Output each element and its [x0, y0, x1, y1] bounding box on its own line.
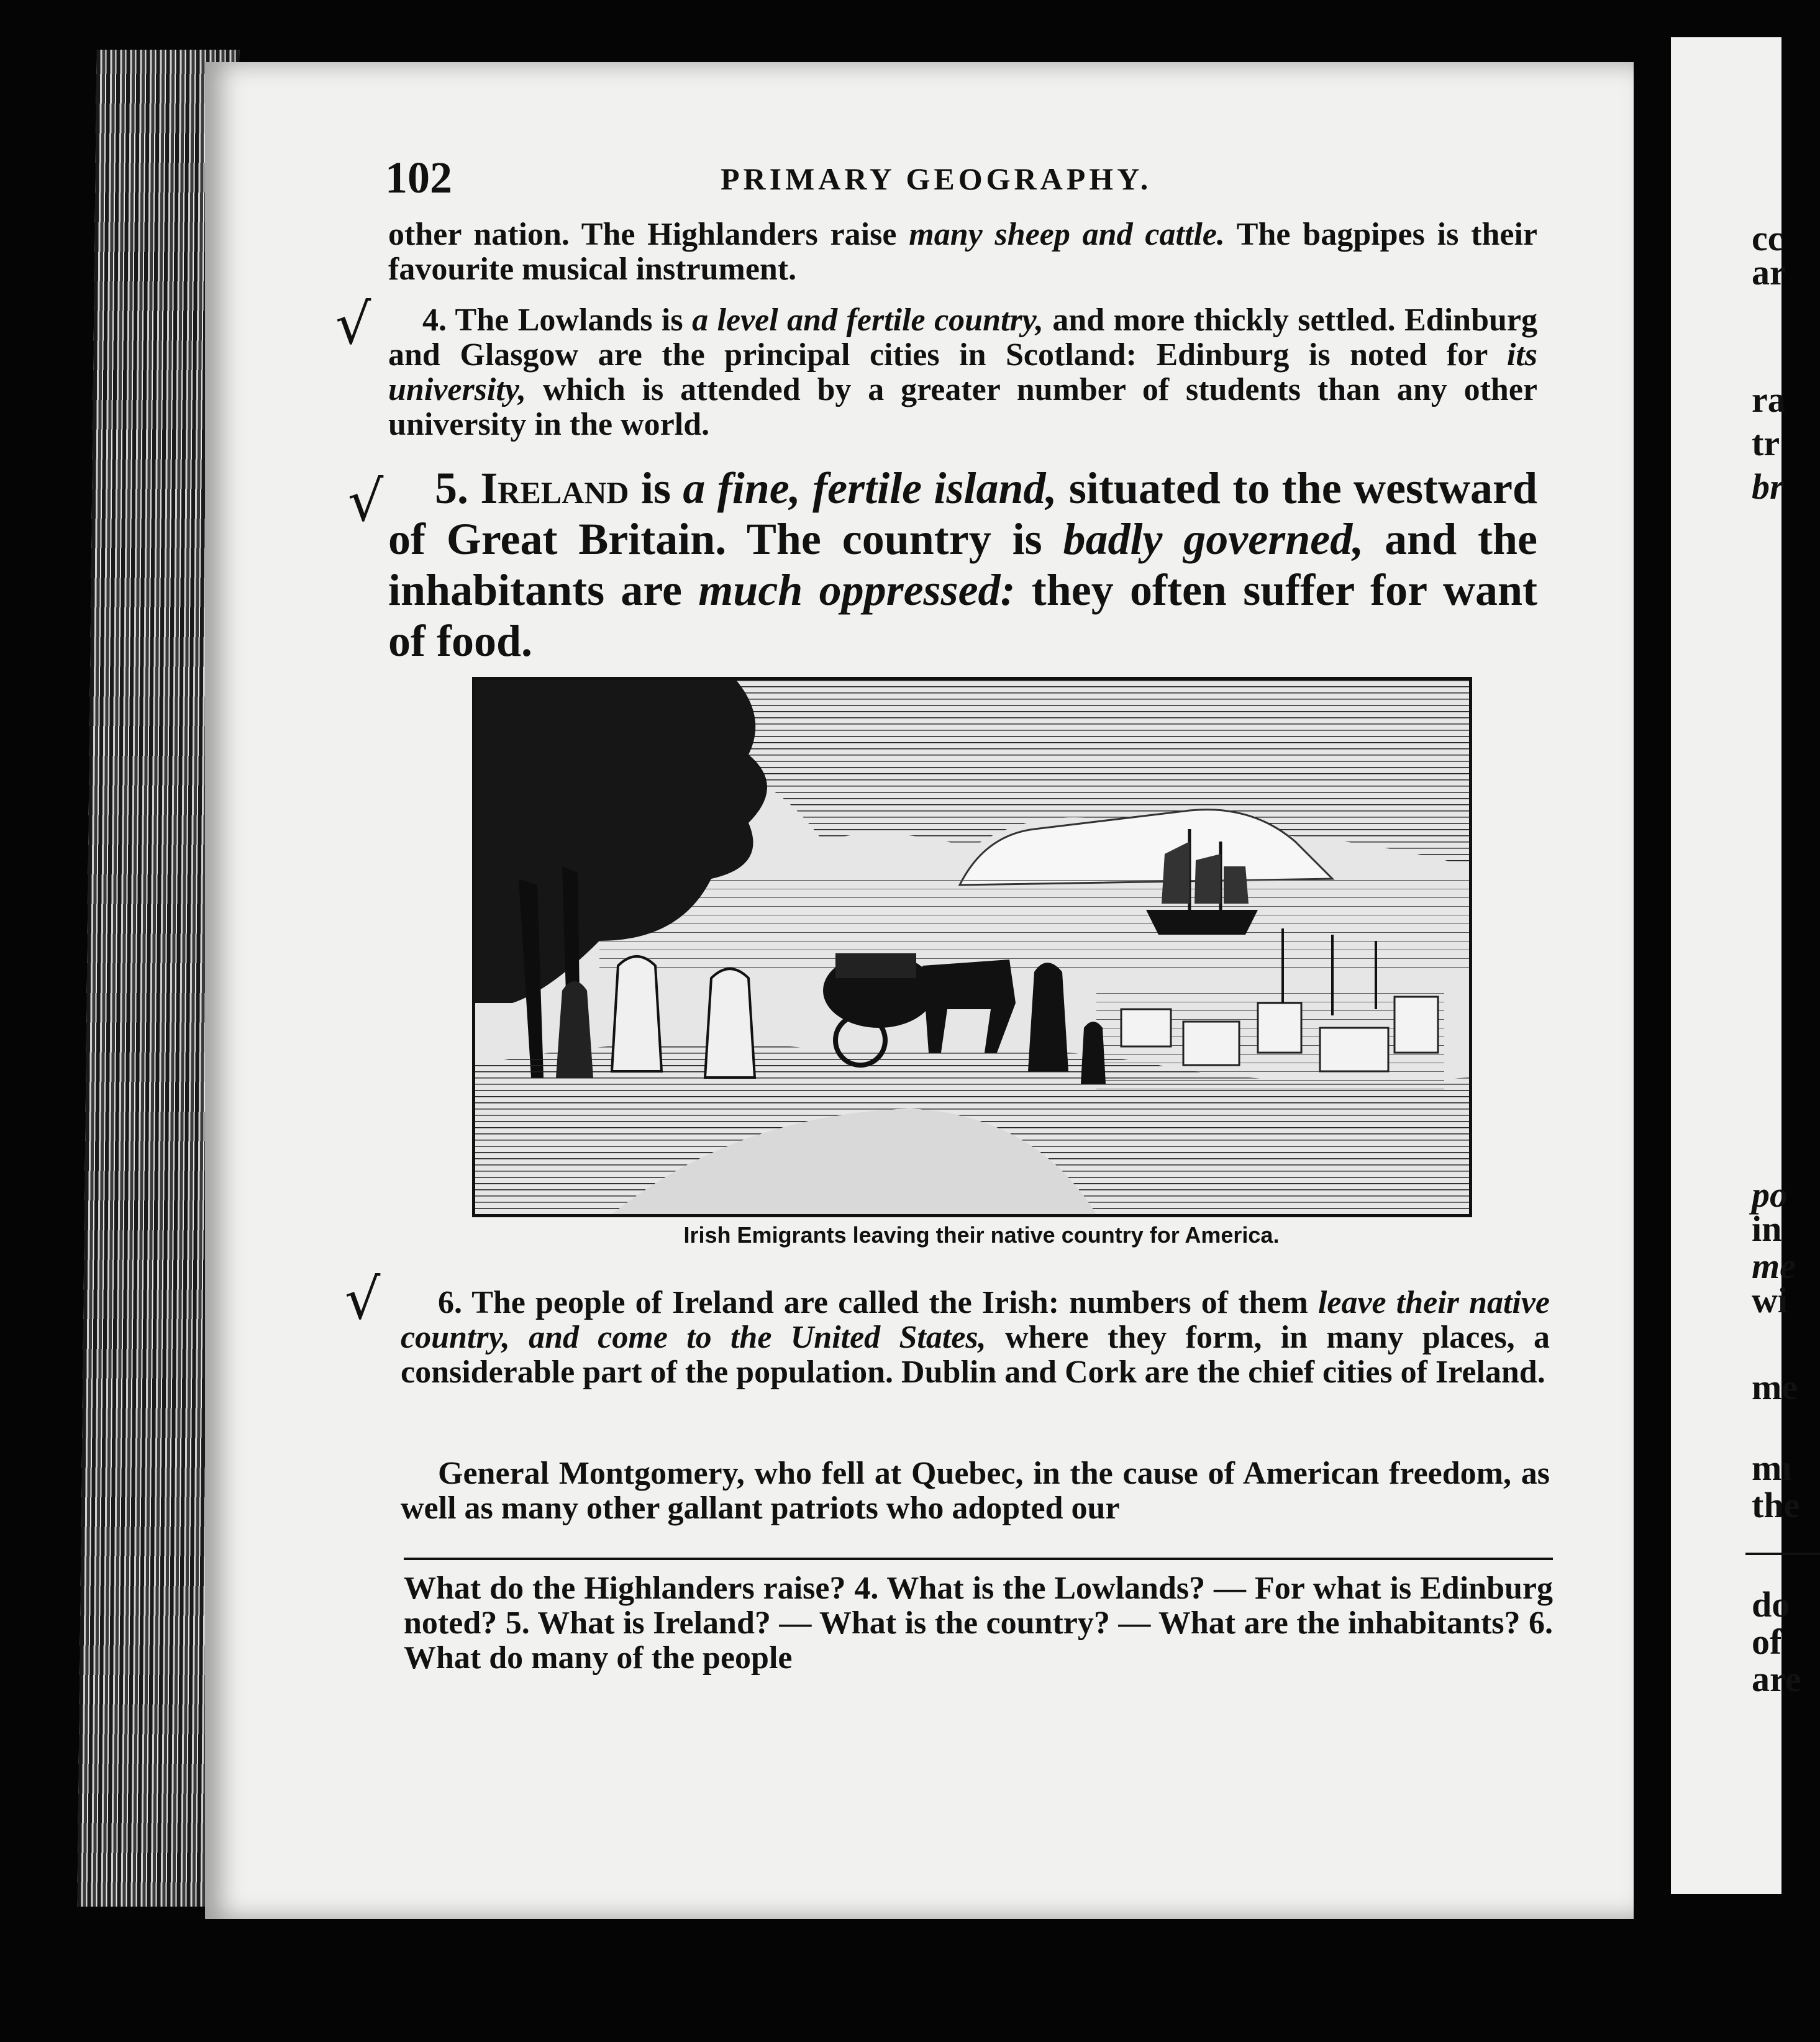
facing-page-fragment: me [1752, 1367, 1798, 1407]
check-mark: √ [345, 1267, 381, 1332]
running-head: PRIMARY GEOGRAPHY. [721, 161, 1152, 196]
facing-page-fragment: tr [1752, 423, 1780, 463]
facing-page-fragment: of [1752, 1622, 1782, 1662]
facing-page-fragment: wi [1752, 1280, 1788, 1320]
paragraph-continued: other nation. The Highlanders raise many sheep and cattle. The bagpipes is their favourite musical instrument. [388, 217, 1538, 287]
paragraph-5: 5. Ireland is a fine, fertile island, situated to the westward of Great Britain. The country is badly governed, and the inhabitants are much oppressed: they often suffer for want of food. [388, 463, 1537, 666]
facing-page-fragment: po [1752, 1174, 1788, 1215]
check-mark: √ [335, 292, 371, 357]
facing-page-rule [1745, 1553, 1820, 1555]
facing-page-fragment: the [1752, 1485, 1800, 1525]
facing-page-fragment: mı [1752, 1448, 1792, 1488]
review-questions: What do the Highlanders raise? 4. What is the Lowlands? — For what is Edinburg noted? 5. What is Ireland? — What is the country? — What are the inhabitants? 6. What do many of the people [404, 1571, 1553, 1676]
facing-page-fragment: do [1752, 1584, 1790, 1625]
page-number: 102 [385, 153, 452, 202]
paragraph-6: 6. The people of Ireland are called the Irish: numbers of them leave their native country, and come to the United States, where they form, in many places, a considerable part of the population. Dublin and Cork are the chief cities of Ireland. [401, 1285, 1550, 1390]
emigrants-engraving [472, 677, 1472, 1217]
facing-page-fragment: cc [1752, 218, 1784, 258]
sea [599, 879, 1469, 972]
paragraph-4: 4. The Lowlands is a level and fertile country, and more thickly settled. Edinburg and Glasgow are the principal cities in Scotland: Edinburg is noted for its university, which is attended by a greater number of students than any other university in the world. [388, 302, 1538, 442]
facing-page-fragment: br [1752, 466, 1784, 507]
facing-page-fragment: ra [1752, 379, 1786, 420]
questions-rule [404, 1558, 1553, 1560]
engraving-scene [475, 680, 1469, 1214]
paragraph-7: General Montgomery, who fell at Quebec, in the cause of American freedom, as well as many other gallant patriots who adopted our [401, 1456, 1550, 1526]
page-header [385, 152, 1540, 202]
facing-page-fragment: ar [1752, 252, 1786, 293]
check-mark: √ [348, 469, 384, 534]
facing-page-edge [1671, 37, 1801, 1894]
facing-page-fragment: me [1752, 1246, 1796, 1286]
facing-page-fragment: are [1752, 1659, 1801, 1699]
facing-page-fragment: in [1752, 1209, 1782, 1249]
illustration-caption: Irish Emigrants leaving their native country for America. [683, 1222, 1280, 1248]
